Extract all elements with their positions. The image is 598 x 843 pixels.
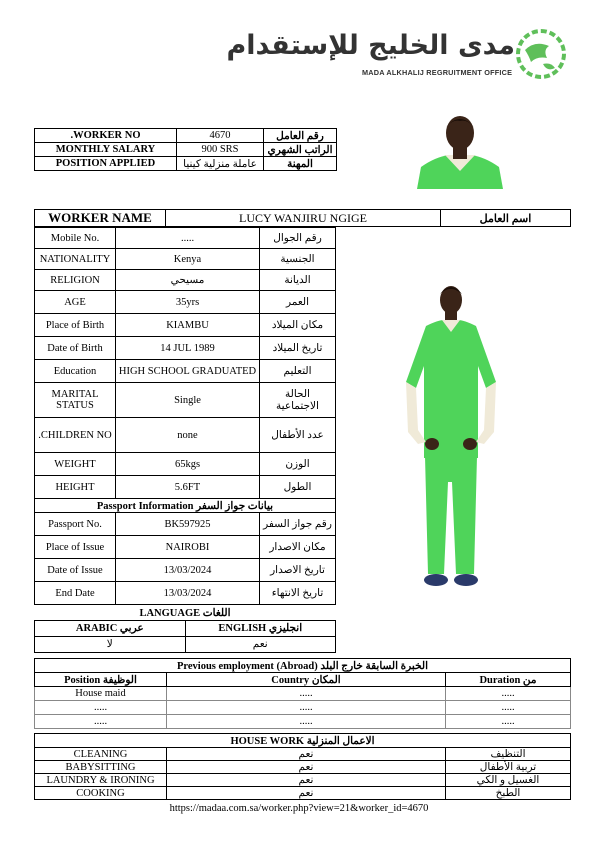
housework-table	[34, 733, 571, 800]
logo-english-text: MADA ALKHALIJ REGRUITMENT OFFICE	[362, 68, 513, 77]
passport-value: 13/03/2024	[116, 559, 260, 582]
detail-row	[35, 314, 336, 337]
detail-row	[35, 476, 336, 499]
language-title	[35, 606, 336, 620]
passport-label: Date of Issue	[35, 559, 116, 582]
detail-label-ar: الديانة	[260, 270, 336, 291]
worker-headshot-photo	[415, 113, 505, 189]
housework-row	[35, 787, 571, 800]
position-value: عاملة منزلية كينيا	[177, 157, 264, 171]
detail-value: 5.6FT	[116, 476, 260, 499]
col-duration-en: Duration	[479, 674, 521, 686]
detail-label-ar: العمر	[260, 291, 336, 314]
detail-label-ar: الحالة الاجتماعية	[260, 383, 336, 418]
detail-value: Kenya	[116, 249, 260, 270]
detail-label: Mobile No.	[35, 228, 116, 249]
employment-position: House maid	[35, 687, 167, 701]
language-title-en: LANGUAGE	[139, 607, 201, 619]
housework-label: COOKING	[35, 787, 167, 800]
salary-value: 900 SRS	[177, 143, 264, 157]
worker-no-label: .WORKER NO	[35, 129, 177, 143]
passport-section-title	[35, 499, 336, 513]
col-position-en: Position	[64, 674, 101, 686]
english-value: نعم	[185, 636, 336, 652]
logo-globe-icon	[513, 28, 569, 82]
employment-duration: .....	[446, 715, 571, 729]
passport-row	[35, 582, 336, 605]
company-logo	[226, 28, 570, 82]
footer-url[interactable]: https://madaa.com.sa/worker.php?view=21&worker_id=4670	[169, 803, 429, 814]
summary-table	[34, 128, 337, 171]
employment-row	[35, 701, 571, 715]
worker-name-value: LUCY WANJIRU NGIGE	[166, 210, 441, 227]
housework-value: نعم	[167, 787, 446, 800]
detail-label-ar: الجنسية	[260, 249, 336, 270]
detail-label: .CHILDREN NO	[35, 418, 116, 453]
detail-label-ar: الوزن	[260, 453, 336, 476]
housework-value: نعم	[167, 761, 446, 774]
detail-label: Date of Birth	[35, 337, 116, 360]
english-en: ENGLISH	[218, 623, 267, 634]
detail-label-ar: رقم الجوال	[260, 228, 336, 249]
arabic-en: ARABIC	[75, 623, 118, 634]
language-arabic-header	[35, 620, 186, 636]
detail-row	[35, 270, 336, 291]
passport-title-ar: بيانات جواز السفر	[196, 500, 274, 512]
salary-label: MONTHLY SALARY	[35, 143, 177, 157]
detail-label: AGE	[35, 291, 116, 314]
worker-no-value: 4670	[177, 129, 264, 143]
housework-label-ar: الغسيل و الكي	[446, 774, 571, 787]
housework-label: LAUNDRY & IRONING	[35, 774, 167, 787]
detail-label-ar: تاريخ الميلاد	[260, 337, 336, 360]
detail-row	[35, 383, 336, 418]
detail-value: 14 JUL 1989	[116, 337, 260, 360]
col-country-header	[167, 673, 446, 687]
housework-row	[35, 748, 571, 761]
employment-title-ar: الخبرة السابقة خارج البلد	[320, 660, 428, 672]
employment-position: .....	[35, 701, 167, 715]
employment-country: .....	[167, 687, 446, 701]
detail-row	[35, 291, 336, 314]
detail-label-ar: مكان الميلاد	[260, 314, 336, 337]
passport-row	[35, 536, 336, 559]
detail-row	[35, 453, 336, 476]
employment-title-en: Previous employment (Abroad)	[177, 660, 318, 672]
detail-label-ar: التعليم	[260, 360, 336, 383]
passport-label-ar: تاريخ الاصدار	[260, 559, 336, 582]
detail-label: Place of Birth	[35, 314, 116, 337]
detail-label: NATIONALITY	[35, 249, 116, 270]
col-duration-header	[446, 673, 571, 687]
passport-label: End Date	[35, 582, 116, 605]
detail-row	[35, 418, 336, 453]
col-country-en: Country	[271, 674, 310, 686]
passport-value: NAIROBI	[116, 536, 260, 559]
detail-row	[35, 249, 336, 270]
worker-full-body-photo	[392, 282, 510, 598]
employment-table	[34, 658, 571, 729]
employment-duration: .....	[446, 701, 571, 715]
details-table	[34, 227, 336, 605]
position-label: POSITION APPLIED	[35, 157, 177, 171]
housework-label-ar: تربية الأطفال	[446, 761, 571, 774]
language-table	[34, 606, 336, 653]
worker-name-label-ar: اسم العامل	[441, 210, 571, 227]
housework-label-ar: الطبخ	[446, 787, 571, 800]
detail-label-ar: الطول	[260, 476, 336, 499]
employment-row	[35, 687, 571, 701]
employment-country: .....	[167, 701, 446, 715]
english-ar: انجليزي	[268, 623, 303, 634]
detail-value: none	[116, 418, 260, 453]
passport-row	[35, 513, 336, 536]
salary-label-ar: الراتب الشهري	[264, 143, 337, 157]
logo-arabic-text: مدى الخليج للإستقدام	[226, 30, 515, 61]
employment-row	[35, 715, 571, 729]
passport-label: Place of Issue	[35, 536, 116, 559]
employment-duration: .....	[446, 687, 571, 701]
detail-label: WEIGHT	[35, 453, 116, 476]
housework-title-ar: الاعمال المنزلية	[306, 735, 375, 747]
worker-no-label-ar: رقم العامل	[264, 129, 337, 143]
detail-label: MARITAL STATUS	[35, 383, 116, 418]
detail-value: مسيحي	[116, 270, 260, 291]
col-country-ar: المكان	[311, 674, 341, 686]
col-position-ar: الوظيفة	[102, 674, 137, 686]
housework-value: نعم	[167, 774, 446, 787]
detail-value: 35yrs	[116, 291, 260, 314]
passport-label-ar: مكان الاصدار	[260, 536, 336, 559]
col-position-header	[35, 673, 167, 687]
position-label-ar: المهنة	[264, 157, 337, 171]
housework-row	[35, 774, 571, 787]
arabic-value: لا	[35, 636, 186, 652]
detail-row	[35, 337, 336, 360]
detail-label-ar: عدد الأطفال	[260, 418, 336, 453]
passport-value: 13/03/2024	[116, 582, 260, 605]
detail-value: KIAMBU	[116, 314, 260, 337]
worker-name-label: WORKER NAME	[35, 210, 166, 227]
housework-title-en: HOUSE WORK	[230, 735, 305, 747]
passport-value: BK597925	[116, 513, 260, 536]
employment-title	[35, 659, 571, 673]
col-duration-ar: من	[522, 674, 537, 686]
worker-name-table	[34, 209, 571, 227]
housework-row	[35, 761, 571, 774]
employment-position: .....	[35, 715, 167, 729]
detail-label: HEIGHT	[35, 476, 116, 499]
passport-label-ar: رقم جواز السفر	[260, 513, 336, 536]
detail-row	[35, 228, 336, 249]
detail-row	[35, 360, 336, 383]
detail-label: Education	[35, 360, 116, 383]
passport-title-en: Passport Information	[96, 500, 194, 512]
passport-label: Passport No.	[35, 513, 116, 536]
language-english-header	[185, 620, 336, 636]
arabic-ar: عربي	[119, 623, 144, 634]
passport-label-ar: تاريخ الانتهاء	[260, 582, 336, 605]
detail-value: HIGH SCHOOL GRADUATED	[116, 360, 260, 383]
detail-value: .....	[116, 228, 260, 249]
detail-label: RELIGION	[35, 270, 116, 291]
housework-title	[35, 734, 571, 748]
housework-label-ar: التنظيف	[446, 748, 571, 761]
housework-label: CLEANING	[35, 748, 167, 761]
language-title-ar: اللغات	[202, 607, 231, 619]
housework-value: نعم	[167, 748, 446, 761]
detail-value: 65kgs	[116, 453, 260, 476]
employment-country: .....	[167, 715, 446, 729]
housework-label: BABYSITTING	[35, 761, 167, 774]
detail-value: Single	[116, 383, 260, 418]
passport-row	[35, 559, 336, 582]
